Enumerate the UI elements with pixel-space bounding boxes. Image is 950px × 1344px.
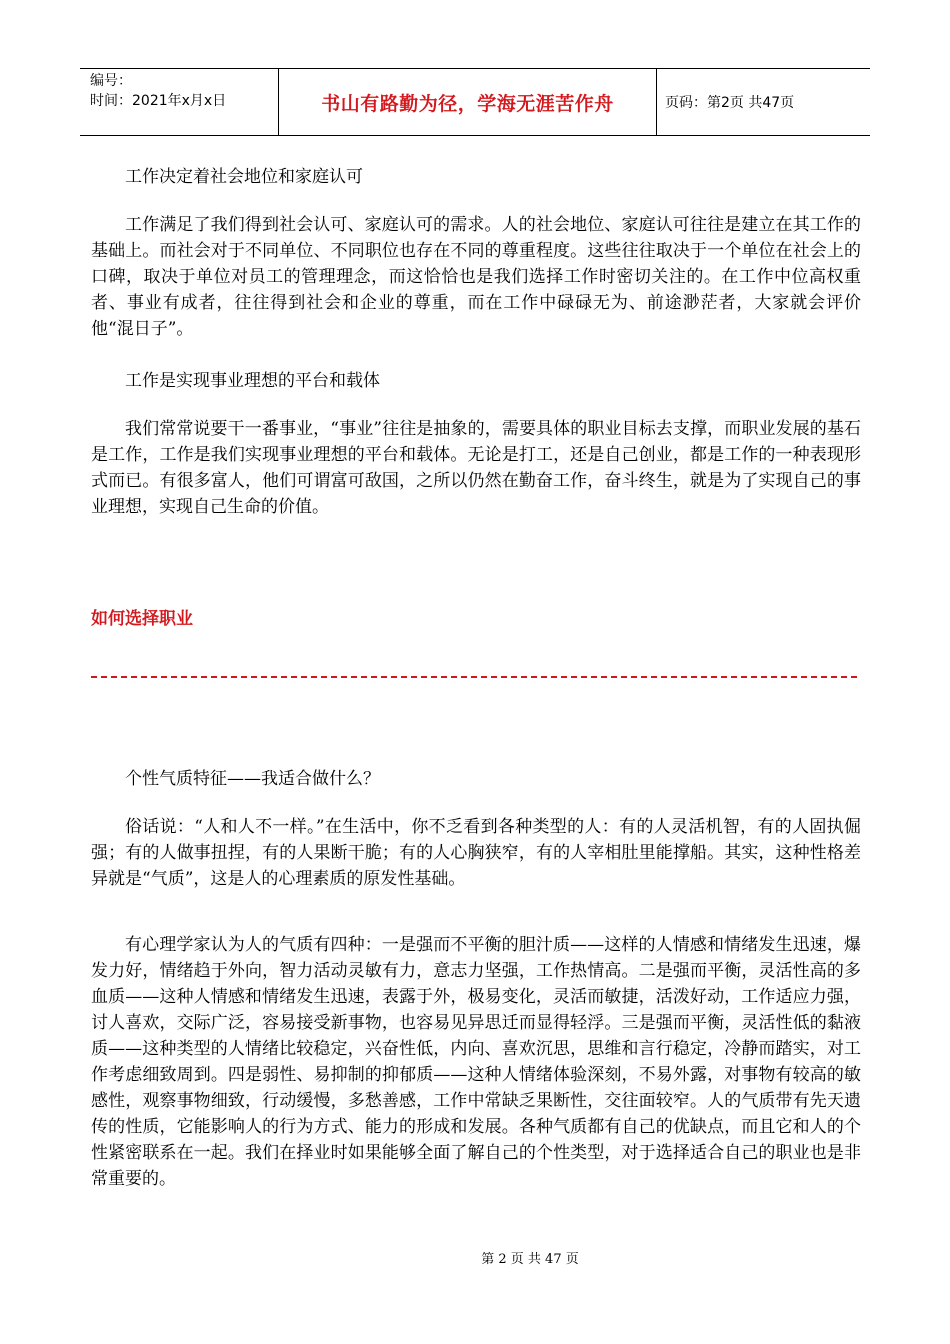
paragraph: 我们常常说要干一番事业，“事业”往往是抽象的，需要具体的职业目标去支撑，而职业发展的基石是工作，工作是我们实现事业理想的平台和载体。无论是打工，还是自己创业，都是工作的一种表现形式而已。有很多富人，他们可谓富可敌国，之所以仍然在勤奋工作，奋斗终生，就是为了实现自己的事业理想，实现自己生命的价值。 [91, 419, 861, 517]
document-time-label: 时间：2021年x月x日 [90, 93, 227, 109]
dashed-divider [91, 676, 857, 678]
page-header [80, 68, 870, 136]
page-footer: 第 2 页 共 47 页 [481, 1252, 579, 1267]
document-number-label: 编号： [90, 73, 132, 89]
header-page-info: 页码：第2页 共47页 [665, 95, 795, 111]
paragraph: 工作满足了我们得到社会认可、家庭认可的需求。人的社会地位、家庭认可往往是建立在其工作的基础上。而社会对于不同单位、不同职位也存在不同的尊重程度。这些往往取决于一个单位在社会上的口碑，取决于单位对员工的管理理念，而这恰恰也是我们选择工作时密切关注的。在工作中位高权重者、事业有成者，往往得到社会和企业的尊重，而在工作中碌碌无为、前途渺茫者，大家就会评价他“混日子”。 [91, 215, 861, 339]
section-subtitle: 工作是实现事业理想的平台和载体 [125, 371, 380, 391]
paragraph: 有心理学家认为人的气质有四种：一是强而不平衡的胆汁质——这样的人情感和情绪发生迅速，爆发力好，情绪趋于外向，智力活动灵敏有力，意志力坚强，工作热情高。二是强而平衡，灵活性高的多血质——这种人情感和情绪发生迅速，表露于外，极易变化，灵活而敏捷，活泼好动，工作适应力强，讨人喜欢，交际广泛，容易接受新事物，也容易见异思迁而显得轻浮。三是强而平衡，灵活性低的黏液质——这种类型的人情绪比较稳定，兴奋性低，内向、喜欢沉思，思维和言行稳定，冷静而踏实，对工作考虑细致周到。四是弱性、易抑制的抑郁质——这种人情绪体验深刻，不易外露，对事物有较高的敏感性，观察事物细致，行动缓慢，多愁善感，工作中常缺乏果断性，交往面较窄。人的气质带有先天遗传的性质，它能影响人的行为方式、能力的形成和发展。各种气质都有自己的优缺点，而且它和人的个性紧密联系在一起。我们在择业时如果能够全面了解自己的个性类型，对于选择适合自己的职业也是非常重要的。 [91, 935, 861, 1189]
document-body [91, 164, 861, 1192]
header-meta [80, 69, 279, 135]
paragraph: 俗话说：“人和人不一样。”在生活中，你不乏看到各种类型的人：有的人灵活机智，有的人固执倔强；有的人做事扭捏，有的人果断干脆；有的人心胸狭窄，有的人宰相肚里能撑船。其实，这种性格差异就是“气质”，这是人的心理素质的原发性基础。 [91, 817, 861, 889]
header-motto: 书山有路勤为径，学海无涯苦作舟 [279, 69, 657, 135]
section-heading: 如何选择职业 [91, 609, 193, 629]
section-subtitle: 个性气质特征——我适合做什么？ [125, 769, 380, 789]
section-subtitle: 工作决定着社会地位和家庭认可 [125, 167, 363, 187]
